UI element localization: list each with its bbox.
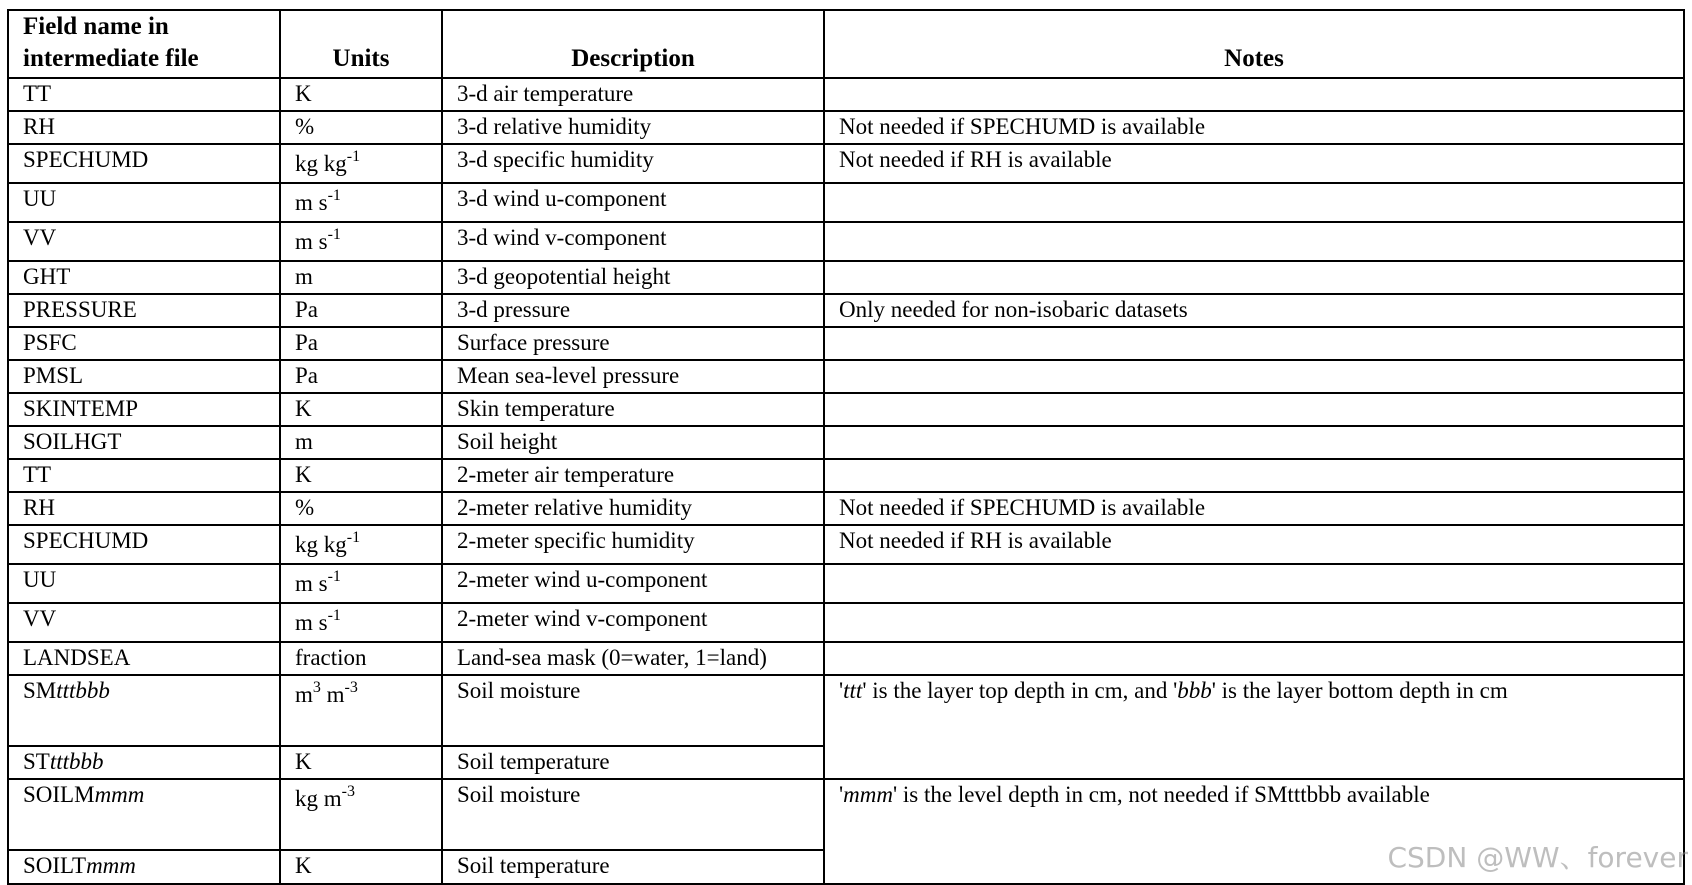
table-row: [8, 294, 1684, 327]
description-cell: Skin temperature: [442, 393, 824, 426]
field-name: SOILHGT: [8, 426, 280, 459]
units-cell: K: [280, 78, 442, 111]
description-cell: 3-d specific humidity: [442, 144, 824, 183]
units-cell: kg $m^{-3}$: [280, 779, 442, 850]
header-units: Units: [280, 10, 442, 78]
description-cell: 3-d geopotential height: [442, 261, 824, 294]
description-cell: Land-sea mask (0=water, 1=land): [442, 642, 824, 675]
units-cell: Pa: [280, 360, 442, 393]
units-cell: m $s^{-1}$: [280, 222, 442, 261]
table-row: [8, 393, 1684, 426]
notes-cell: 'mmm' is the level depth in cm, not needed if SMtttbbb available: [824, 779, 1684, 884]
notes-cell: Only needed for non-isobaric datasets: [824, 294, 1684, 327]
description-cell: 3-d wind u-component: [442, 183, 824, 222]
description-cell: Surface pressure: [442, 327, 824, 360]
field-name: SOILMmmm: [8, 779, 280, 850]
field-name: UU: [8, 183, 280, 222]
field-name: SPECHUMD: [8, 525, 280, 564]
notes-cell: Not needed if SPECHUMD is available: [824, 492, 1684, 525]
table-row: [8, 327, 1684, 360]
units-cell: $m^3$ $m^{-3}$: [280, 675, 442, 746]
units-cell: K: [280, 459, 442, 492]
header-row: [8, 10, 1684, 78]
field-name: PSFC: [8, 327, 280, 360]
notes-cell: [824, 459, 1684, 492]
field-name: VV: [8, 222, 280, 261]
header-field: Field name in intermediate file: [8, 10, 280, 78]
notes-cell: Not needed if SPECHUMD is available: [824, 111, 1684, 144]
notes-cell: [824, 564, 1684, 603]
field-name: GHT: [8, 261, 280, 294]
description-cell: Mean sea-level pressure: [442, 360, 824, 393]
field-name: STtttbbb: [8, 746, 280, 779]
units-cell: K: [280, 393, 442, 426]
units-cell: m: [280, 426, 442, 459]
description-cell: 2-meter wind v-component: [442, 603, 824, 642]
notes-cell: [824, 327, 1684, 360]
units-cell: kg $kg^{-1}$: [280, 144, 442, 183]
notes-cell: Not needed if RH is available: [824, 144, 1684, 183]
field-name: VV: [8, 603, 280, 642]
units-cell: m $s^{-1}$: [280, 603, 442, 642]
units-cell: m $s^{-1}$: [280, 564, 442, 603]
header-description: Description: [442, 10, 824, 78]
table-row: [8, 261, 1684, 294]
field-name: UU: [8, 564, 280, 603]
notes-cell: 'ttt' is the layer top depth in cm, and 'bbb' is the layer bottom depth in cm: [824, 675, 1684, 779]
table-row: [8, 642, 1684, 675]
header-notes: Notes: [824, 10, 1684, 78]
table-row: [8, 111, 1684, 144]
description-cell: Soil temperature: [442, 746, 824, 779]
watermark: CSDN @WW、forever: [1387, 841, 1688, 874]
units-cell: K: [280, 746, 442, 779]
description-cell: 2-meter wind u-component: [442, 564, 824, 603]
field-name: RH: [8, 111, 280, 144]
table-row: [8, 525, 1684, 564]
table-row: [8, 603, 1684, 642]
notes-cell: [824, 78, 1684, 111]
description-cell: 2-meter relative humidity: [442, 492, 824, 525]
units-cell: kg $kg^{-1}$: [280, 525, 442, 564]
description-cell: 2-meter specific humidity: [442, 525, 824, 564]
description-cell: Soil temperature: [442, 850, 824, 884]
table-row: [8, 222, 1684, 261]
description-cell: Soil moisture: [442, 675, 824, 746]
field-name: PRESSURE: [8, 294, 280, 327]
notes-cell: [824, 222, 1684, 261]
units-cell: Pa: [280, 327, 442, 360]
units-cell: K: [280, 850, 442, 884]
table-row: [8, 459, 1684, 492]
notes-cell: [824, 426, 1684, 459]
table-row: [8, 183, 1684, 222]
field-name: LANDSEA: [8, 642, 280, 675]
notes-cell: Not needed if RH is available: [824, 525, 1684, 564]
notes-cell: [824, 360, 1684, 393]
table-row: [8, 492, 1684, 525]
table-row: [8, 675, 1684, 746]
field-name: PMSL: [8, 360, 280, 393]
field-name: TT: [8, 78, 280, 111]
field-name: SMtttbbb: [8, 675, 280, 746]
units-cell: %: [280, 111, 442, 144]
notes-cell: [824, 183, 1684, 222]
description-cell: Soil height: [442, 426, 824, 459]
field-name: TT: [8, 459, 280, 492]
table-row: [8, 564, 1684, 603]
notes-cell: [824, 603, 1684, 642]
units-cell: fraction: [280, 642, 442, 675]
fields-table: [7, 9, 1685, 885]
table-row: [8, 78, 1684, 111]
description-cell: 3-d air temperature: [442, 78, 824, 111]
field-name: RH: [8, 492, 280, 525]
units-cell: %: [280, 492, 442, 525]
field-name: SPECHUMD: [8, 144, 280, 183]
description-cell: 2-meter air temperature: [442, 459, 824, 492]
table-row: [8, 426, 1684, 459]
description-cell: 3-d relative humidity: [442, 111, 824, 144]
field-name: SOILTmmm: [8, 850, 280, 884]
description-cell: 3-d wind v-component: [442, 222, 824, 261]
table-row: [8, 360, 1684, 393]
description-cell: 3-d pressure: [442, 294, 824, 327]
units-cell: m: [280, 261, 442, 294]
units-cell: Pa: [280, 294, 442, 327]
units-cell: m $s^{-1}$: [280, 183, 442, 222]
notes-cell: [824, 393, 1684, 426]
table-row: [8, 144, 1684, 183]
description-cell: Soil moisture: [442, 779, 824, 850]
notes-cell: [824, 642, 1684, 675]
field-name: SKINTEMP: [8, 393, 280, 426]
notes-cell: [824, 261, 1684, 294]
